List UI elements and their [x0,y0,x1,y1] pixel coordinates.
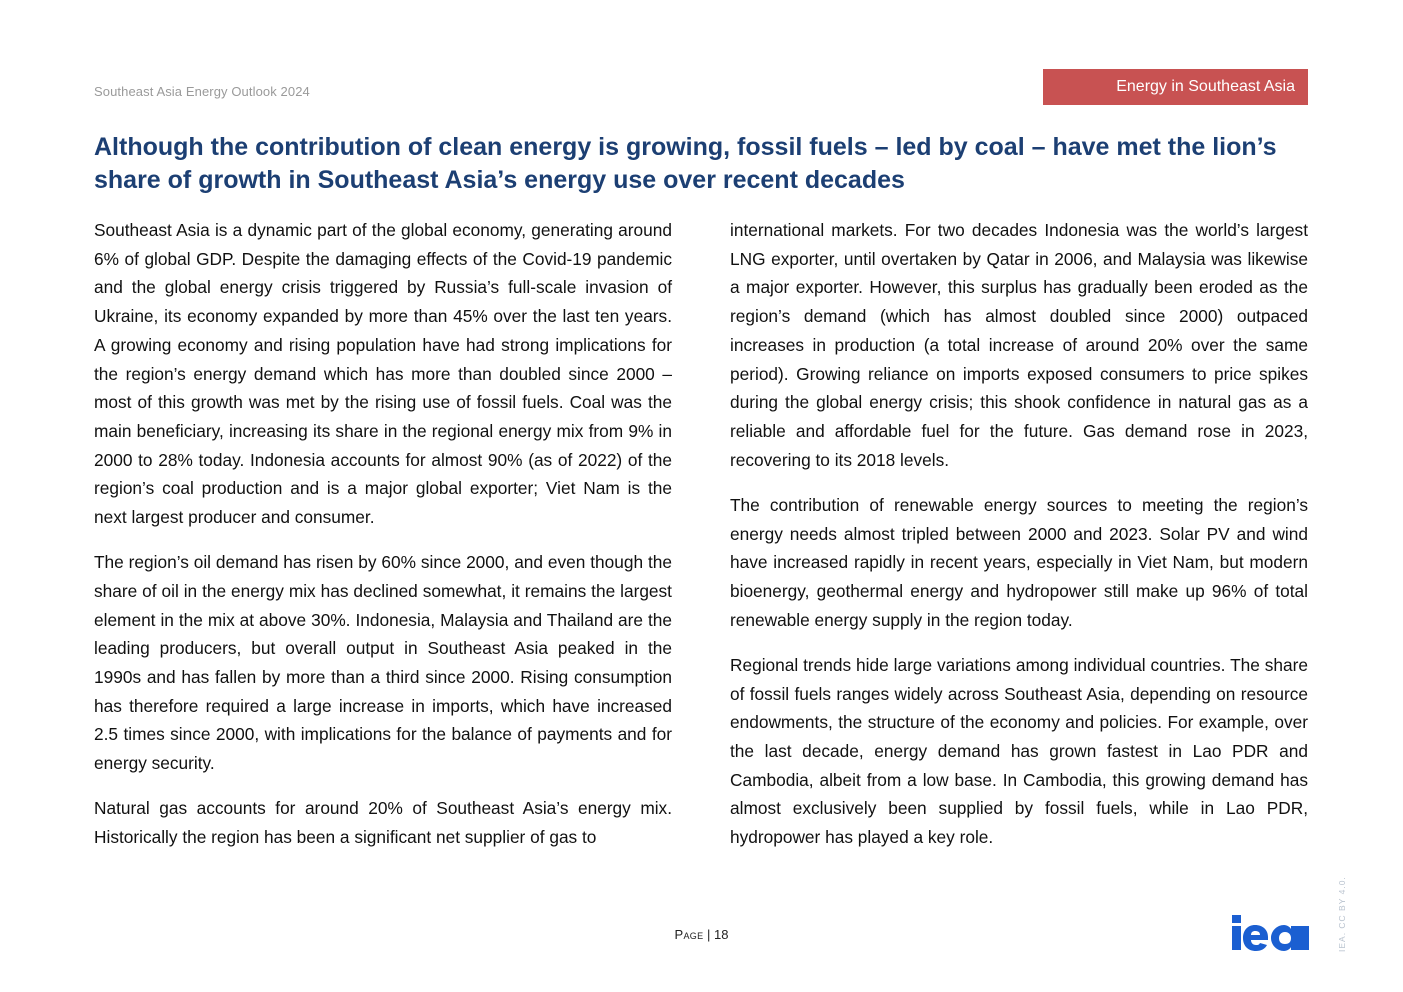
section-tab: Energy in Southeast Asia [1043,69,1308,105]
paragraph: international markets. For two decades Indonesia was the world’s largest LNG exporter, until overtaken by Qatar in 2006, and Malaysia was likewise a major exporter. However, this surplus has gradually been eroded as the region’s demand (which has almost doubled since 2000) outpaced increases in production (a total increase of around 20% over the same period). Growing reliance on imports exposed consumers to price spikes during the global energy crisis; this shook confidence in natural gas as a reliable and affordable fuel for the future. Gas demand rose in 2023, recovering to its 2018 levels. [730,220,1308,470]
page-separator: | [707,927,711,942]
right-column [730,216,1308,868]
paragraph: Regional trends hide large variations among individual countries. The share of fossil fuels ranges widely across Southeast Asia, depending on resource endowments, the structure of the economy and policies. For example, over the last decade, energy demand has grown fastest in Lao PDR and Cambodia, albeit from a low base. In Cambodia, this growing demand has almost exclusively been supplied by fossil fuels, while in Lao PDR, hydropower has played a key role. [730,654,1308,848]
license-text: IEA. CC BY 4.0. [1337,876,1347,952]
paragraph: The contribution of renewable energy sources to meeting the region’s energy needs almost tripled between 2000 and 2023. Solar PV and wind have increased rapidly in recent years, especially in Viet Nam, but modern bioenergy, geothermal energy and hydropower still make up 96% of total renewable energy supply in the region today. [730,494,1308,630]
left-column [94,216,672,868]
page-number: 18 [714,927,729,942]
page-number-footer [0,927,1403,942]
paragraph: The region’s oil demand has risen by 60% since 2000, and even though the share of oil in the energy mix has declined somewhat, it remains the largest element in the mix at above 30%. Indonesia, Malaysia and Thailand are the leading producers, but overall output in Southeast Asia peaked in the 1990s and has fallen by more than a third since 2000. Rising consumption has therefore required a large increase in imports, which have increased 2.5 times since 2000, with implications for the balance of payments and for energy security. [94,552,672,774]
running-header: Southeast Asia Energy Outlook 2024 [94,84,310,99]
iea-logo [1232,914,1312,952]
page-title: Although the contribution of clean energy is growing, fossil fuels – led by coal – have met the lion’s share of growth in Southeast Asia’s energy use over recent decades [94,133,1277,194]
paragraph: Southeast Asia is a dynamic part of the global economy, generating around 6% of global GDP. Despite the damaging effects of the Covid-19 pandemic and the global energy crisis triggered by Russia’s full-scale invasion of Ukraine, its economy expanded by more than 45% over the last ten years. A growing economy and rising population have had strong implications for the region’s energy demand which has more than doubled since 2000 – most of this growth was met by the rising use of fossil fuels. Coal was the main beneficiary, increasing its share in the regional energy mix from 9% in 2000 to 28% today. Indonesia accounts for almost 90% (as of 2022) of the region’s coal production and is a major global exporter; Viet Nam is the next largest producer and consumer. [94,220,672,528]
paragraph: Natural gas accounts for around 20% of Southeast Asia’s energy mix. Historically the region has been a significant net supplier of gas to [94,798,672,848]
page-label: Page [674,927,704,942]
